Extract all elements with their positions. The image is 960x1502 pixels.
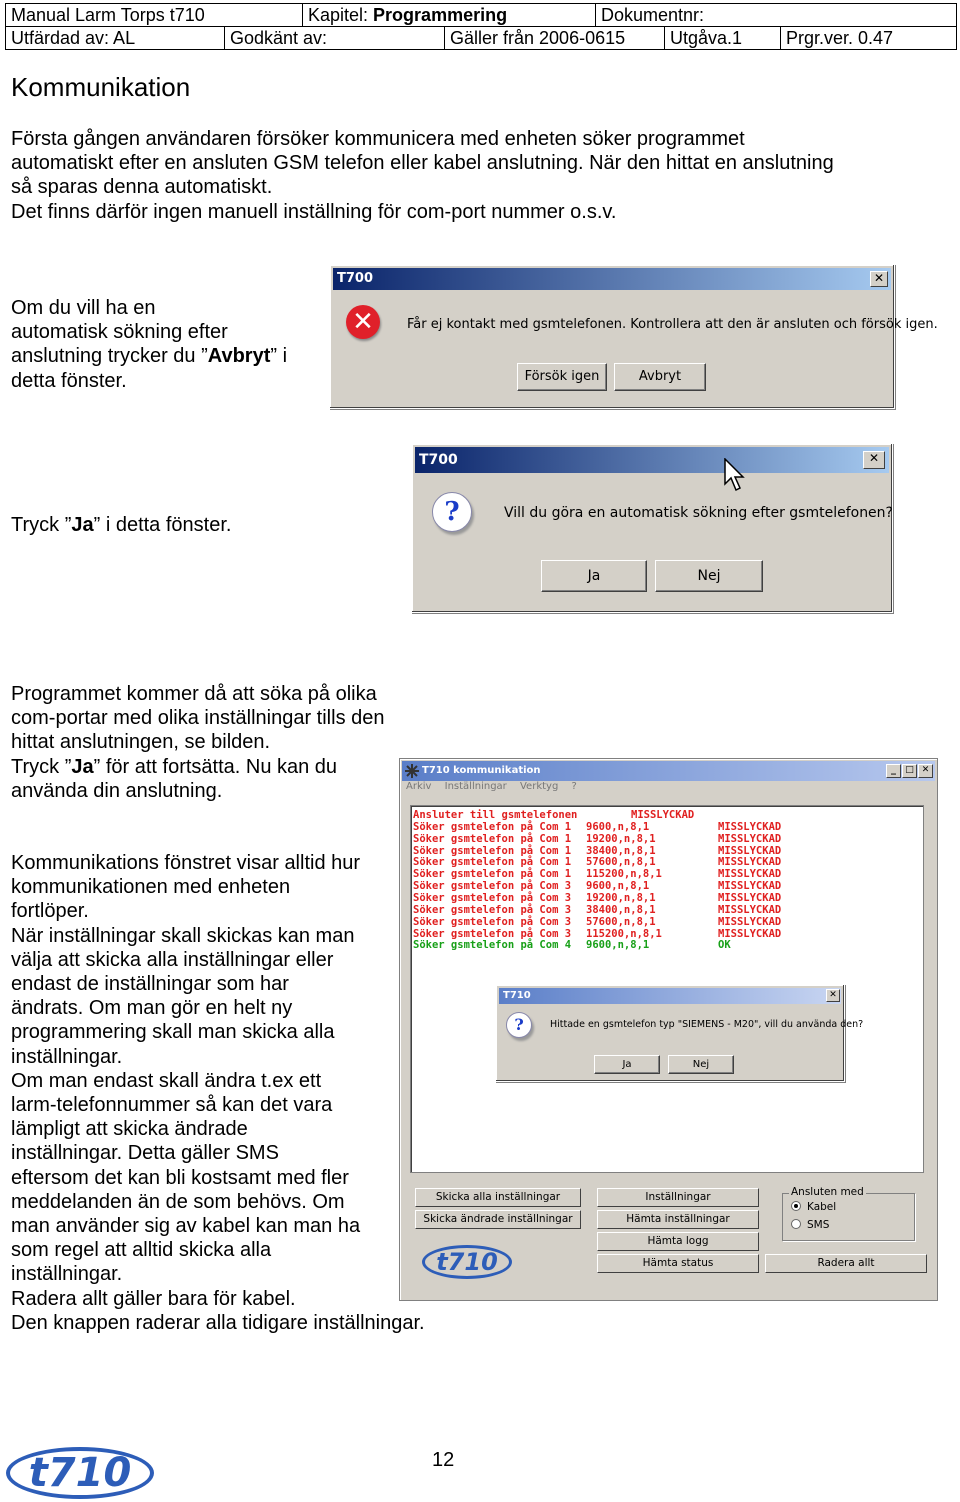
send-changed-settings-button[interactable]: Skicka ändrade inställningar <box>415 1210 581 1229</box>
window-title: T710 kommunikation <box>422 765 541 776</box>
log-settings: 38400,n,8,1 <box>586 844 656 857</box>
paragraph-line: lämpligt att skicka ändrade <box>11 1118 248 1141</box>
paragraph-line: larm-telefonnummer så kan det vara <box>11 1094 333 1117</box>
paragraph-line: meddelanden än de som behövs. Om <box>11 1190 345 1213</box>
close-icon[interactable]: ✕ <box>918 764 933 778</box>
question-icon: ? <box>506 1012 532 1038</box>
yes-button[interactable]: Ja <box>541 560 647 592</box>
paragraph-line: Den knappen raderar alla tidigare inställningar. <box>11 1311 425 1334</box>
close-icon[interactable]: ✕ <box>863 451 885 469</box>
paragraph-line: Programmet kommer då att söka på olika <box>11 683 377 705</box>
paragraph-line: hittat anslutningen, se bilden. <box>11 731 271 754</box>
chapter-label: Kapitel: <box>308 4 374 25</box>
paragraph-line: inställningar. <box>11 1045 123 1068</box>
intro-line: så sparas denna automatiskt. <box>11 176 273 199</box>
text: ” för att fortsätta. Nu kan du <box>93 755 338 778</box>
log-settings: 9600,n,8,1 <box>586 820 650 833</box>
paragraph-line: ändrats. Om man gör en helt ny <box>11 997 293 1020</box>
connected-with-group <box>782 1186 915 1241</box>
paragraph-line: programmering skall man skicka alla <box>11 1021 335 1044</box>
log-result: OK <box>718 939 731 952</box>
paragraph-line: När inställningar skall skickas kan man <box>11 924 355 947</box>
paragraph-line: man använder sig av kabel kan man ha <box>11 1215 361 1238</box>
log-result: MISSLYCKAD <box>718 844 782 857</box>
dialog-message: Vill du göra en automatisk sökning efter gsmtelefonen? <box>504 505 893 521</box>
log-settings: 57600,n,8,1 <box>586 915 656 928</box>
intro-line: Första gången användaren försöker kommunicera med enheten söker programmet <box>11 128 745 150</box>
settings-button[interactable]: Inställningar <box>597 1188 759 1207</box>
text: Tryck ” <box>11 755 72 778</box>
paragraph-line: Om man endast skall ändra t.ex ett <box>11 1069 322 1092</box>
fetch-status-button[interactable]: Hämta status <box>597 1254 759 1273</box>
no-button[interactable]: Nej <box>668 1055 734 1074</box>
fetch-settings-button[interactable]: Hämta inställningar <box>597 1210 759 1229</box>
log-action: Söker gsmtelefon på Com 1 <box>413 820 572 833</box>
communication-log[interactable] <box>410 805 924 1173</box>
paragraph-line: eftersom det kan bli kostsamt med fler <box>11 1166 349 1189</box>
minimize-icon[interactable]: _ <box>886 764 901 778</box>
close-icon[interactable]: ✕ <box>826 989 840 1002</box>
paragraph-line: com-portar med olika inställningar tills den <box>11 707 385 730</box>
close-icon[interactable]: ✕ <box>870 271 888 287</box>
log-action: Söker gsmtelefon på Com 1 <box>413 856 572 869</box>
log-action: Söker gsmtelefon på Com 3 <box>413 891 572 904</box>
text: anslutning trycker du ” <box>11 345 208 368</box>
abort-paragraph <box>11 296 287 393</box>
document-header-row-1 <box>5 3 957 27</box>
maximize-icon[interactable]: □ <box>902 764 917 778</box>
log-action: Söker gsmtelefon på Com 1 <box>413 832 572 845</box>
issued-by: Utfärdad av: AL <box>6 27 225 50</box>
log-row <box>413 832 782 845</box>
approved-by: Godkänt av: <box>225 27 445 50</box>
log-row <box>413 880 782 893</box>
t710-logo <box>422 1245 512 1279</box>
log-result: MISSLYCKAD <box>631 809 695 821</box>
dialog-titlebar <box>499 988 841 1004</box>
window-paragraph <box>11 851 425 1335</box>
paragraph-line: Radera allt gäller bara för kabel. <box>11 1287 296 1310</box>
question-icon: ? <box>432 492 472 532</box>
log-row <box>413 903 782 916</box>
paragraph-line: endast de inställningar som har <box>11 973 289 996</box>
menu-verktyg[interactable]: Verktyg <box>519 781 559 792</box>
question-dialog <box>411 443 893 613</box>
paragraph-line: kommunikationen med enheten <box>11 876 291 899</box>
t710-logo <box>6 1447 154 1499</box>
text: Tryck ” <box>11 514 72 536</box>
paragraph-line: använda din anslutning. <box>11 779 223 802</box>
send-all-settings-button[interactable]: Skicka alla inställningar <box>415 1188 581 1207</box>
log-row <box>413 820 782 833</box>
paragraph-line <box>11 755 385 779</box>
dialog-title: T710 <box>503 990 531 1001</box>
fetch-log-button[interactable]: Hämta logg <box>597 1232 759 1251</box>
log-action: Söker gsmtelefon på Com 4 <box>413 939 572 952</box>
paragraph-line: som regel att alltid skicka alla <box>11 1239 272 1262</box>
emphasis: Ja <box>71 755 94 778</box>
window-controls <box>886 764 933 778</box>
page-number: 12 <box>432 1449 455 1471</box>
dialog-message: Får ej kontakt med gsmtelefonen. Kontrollera att den är ansluten och försök igen. <box>407 317 938 332</box>
menu-installningar[interactable]: Inställningar <box>444 781 507 792</box>
program-version: Prgr.ver. 0.47 <box>781 27 957 50</box>
valid-from: Gäller från 2006-0615 <box>445 27 665 50</box>
logo-text: t710 <box>436 1248 498 1276</box>
manual-name: Manual Larm Torps t710 <box>6 4 303 27</box>
dialog-titlebar <box>333 268 891 290</box>
edition: Utgåva.1 <box>665 27 781 50</box>
radio-dot[interactable] <box>791 1201 801 1211</box>
search-paragraph <box>11 682 385 803</box>
paragraph-line: Kommunikations fönstret visar alltid hur <box>11 852 361 874</box>
dialog-message: Hittade en gsmtelefon typ "SIEMENS - M20", vill du använda den? <box>550 1019 864 1030</box>
log-result: MISSLYCKAD <box>718 820 782 833</box>
log-action: Söker gsmtelefon på Com 3 <box>413 915 572 928</box>
menu-arkiv[interactable]: Arkiv <box>406 781 432 792</box>
cancel-button[interactable]: Avbryt <box>614 363 706 391</box>
log-settings: 9600,n,8,1 <box>586 880 650 893</box>
log-result: MISSLYCKAD <box>718 903 782 916</box>
log-row <box>413 927 782 940</box>
erase-all-button[interactable]: Radera allt <box>765 1254 927 1273</box>
mouse-cursor-icon <box>724 458 746 492</box>
log-row <box>413 844 782 857</box>
retry-button[interactable]: Försök igen <box>517 363 607 391</box>
log-action: Söker gsmtelefon på Com 3 <box>413 903 572 916</box>
intro-line: automatiskt efter en ansluten GSM telefon eller kabel anslutning. När den hittat en anslutning <box>11 152 834 175</box>
text: ” i <box>270 345 288 368</box>
yes-button[interactable]: Ja <box>594 1055 660 1074</box>
log-result: MISSLYCKAD <box>718 856 782 869</box>
radio-cable[interactable] <box>791 1201 836 1213</box>
emphasis: Ja <box>71 514 94 536</box>
log-action: Ansluter till gsmtelefonen <box>413 809 578 821</box>
yes-paragraph <box>11 513 231 537</box>
log-settings: 19200,n,8,1 <box>586 891 656 904</box>
log-action: Söker gsmtelefon på Com 1 <box>413 868 572 881</box>
log-row <box>413 939 731 952</box>
log-result: MISSLYCKAD <box>718 891 782 904</box>
log-settings: 115200,n,8,1 <box>586 868 662 881</box>
logo-text: t710 <box>28 1450 132 1496</box>
intro-paragraph <box>11 127 834 224</box>
paragraph-line: inställningar. <box>11 1263 123 1286</box>
phone-found-dialog <box>495 984 864 1082</box>
menu-bar <box>406 781 587 792</box>
log-row <box>413 809 695 821</box>
log-settings: 9600,n,8,1 <box>586 939 650 952</box>
dialog-title: T700 <box>337 271 374 286</box>
no-button[interactable]: Nej <box>655 560 763 592</box>
log-row <box>413 856 782 869</box>
paragraph-line: inställningar. Detta gäller SMS <box>11 1142 279 1165</box>
log-settings: 19200,n,8,1 <box>586 832 656 845</box>
app-icon <box>405 764 419 778</box>
log-result: MISSLYCKAD <box>718 915 782 928</box>
group-label: Ansluten med <box>791 1186 864 1198</box>
log-result: MISSLYCKAD <box>718 832 782 845</box>
error-dialog <box>329 264 938 409</box>
paragraph-line: Om du vill ha en <box>11 297 156 319</box>
radio-sms[interactable] <box>791 1219 829 1231</box>
menu-help[interactable]: ? <box>571 781 577 792</box>
log-result: MISSLYCKAD <box>718 927 782 940</box>
communication-window <box>399 758 938 1301</box>
log-row <box>413 915 782 928</box>
paragraph-line: automatisk sökning efter <box>11 321 228 344</box>
chapter-cell <box>303 4 596 27</box>
emphasis: Avbryt <box>207 345 271 368</box>
radio-label: SMS <box>807 1219 830 1231</box>
error-icon: ✕ <box>346 305 380 339</box>
log-result: MISSLYCKAD <box>718 880 782 893</box>
document-header-row-2 <box>5 26 957 50</box>
log-action: Söker gsmtelefon på Com 3 <box>413 927 572 940</box>
section-title: Kommunikation <box>11 72 191 102</box>
intro-line: Det finns därför ingen manuell inställning för com-port nummer o.s.v. <box>11 200 617 223</box>
paragraph-line: detta fönster. <box>11 369 127 392</box>
window-titlebar <box>402 761 935 781</box>
paragraph-line <box>11 344 287 368</box>
dialog-titlebar <box>415 447 889 473</box>
log-action: Söker gsmtelefon på Com 3 <box>413 880 572 893</box>
log-action: Söker gsmtelefon på Com 1 <box>413 844 572 857</box>
log-settings: 57600,n,8,1 <box>586 856 656 869</box>
radio-label: Kabel <box>807 1201 837 1213</box>
paragraph-line: fortlöper. <box>11 900 89 923</box>
text: ” i detta fönster. <box>93 514 232 536</box>
dialog-title: T700 <box>419 452 458 468</box>
log-settings: 115200,n,8,1 <box>586 927 662 940</box>
paragraph-line: välja att skicka alla inställningar eller <box>11 948 334 971</box>
radio-dot[interactable] <box>791 1219 801 1229</box>
log-row <box>413 868 782 881</box>
document-number: Dokumentnr: <box>596 4 957 27</box>
log-settings: 38400,n,8,1 <box>586 903 656 916</box>
log-result: MISSLYCKAD <box>718 868 782 881</box>
log-row <box>413 891 782 904</box>
chapter-value: Programmering <box>373 4 508 25</box>
